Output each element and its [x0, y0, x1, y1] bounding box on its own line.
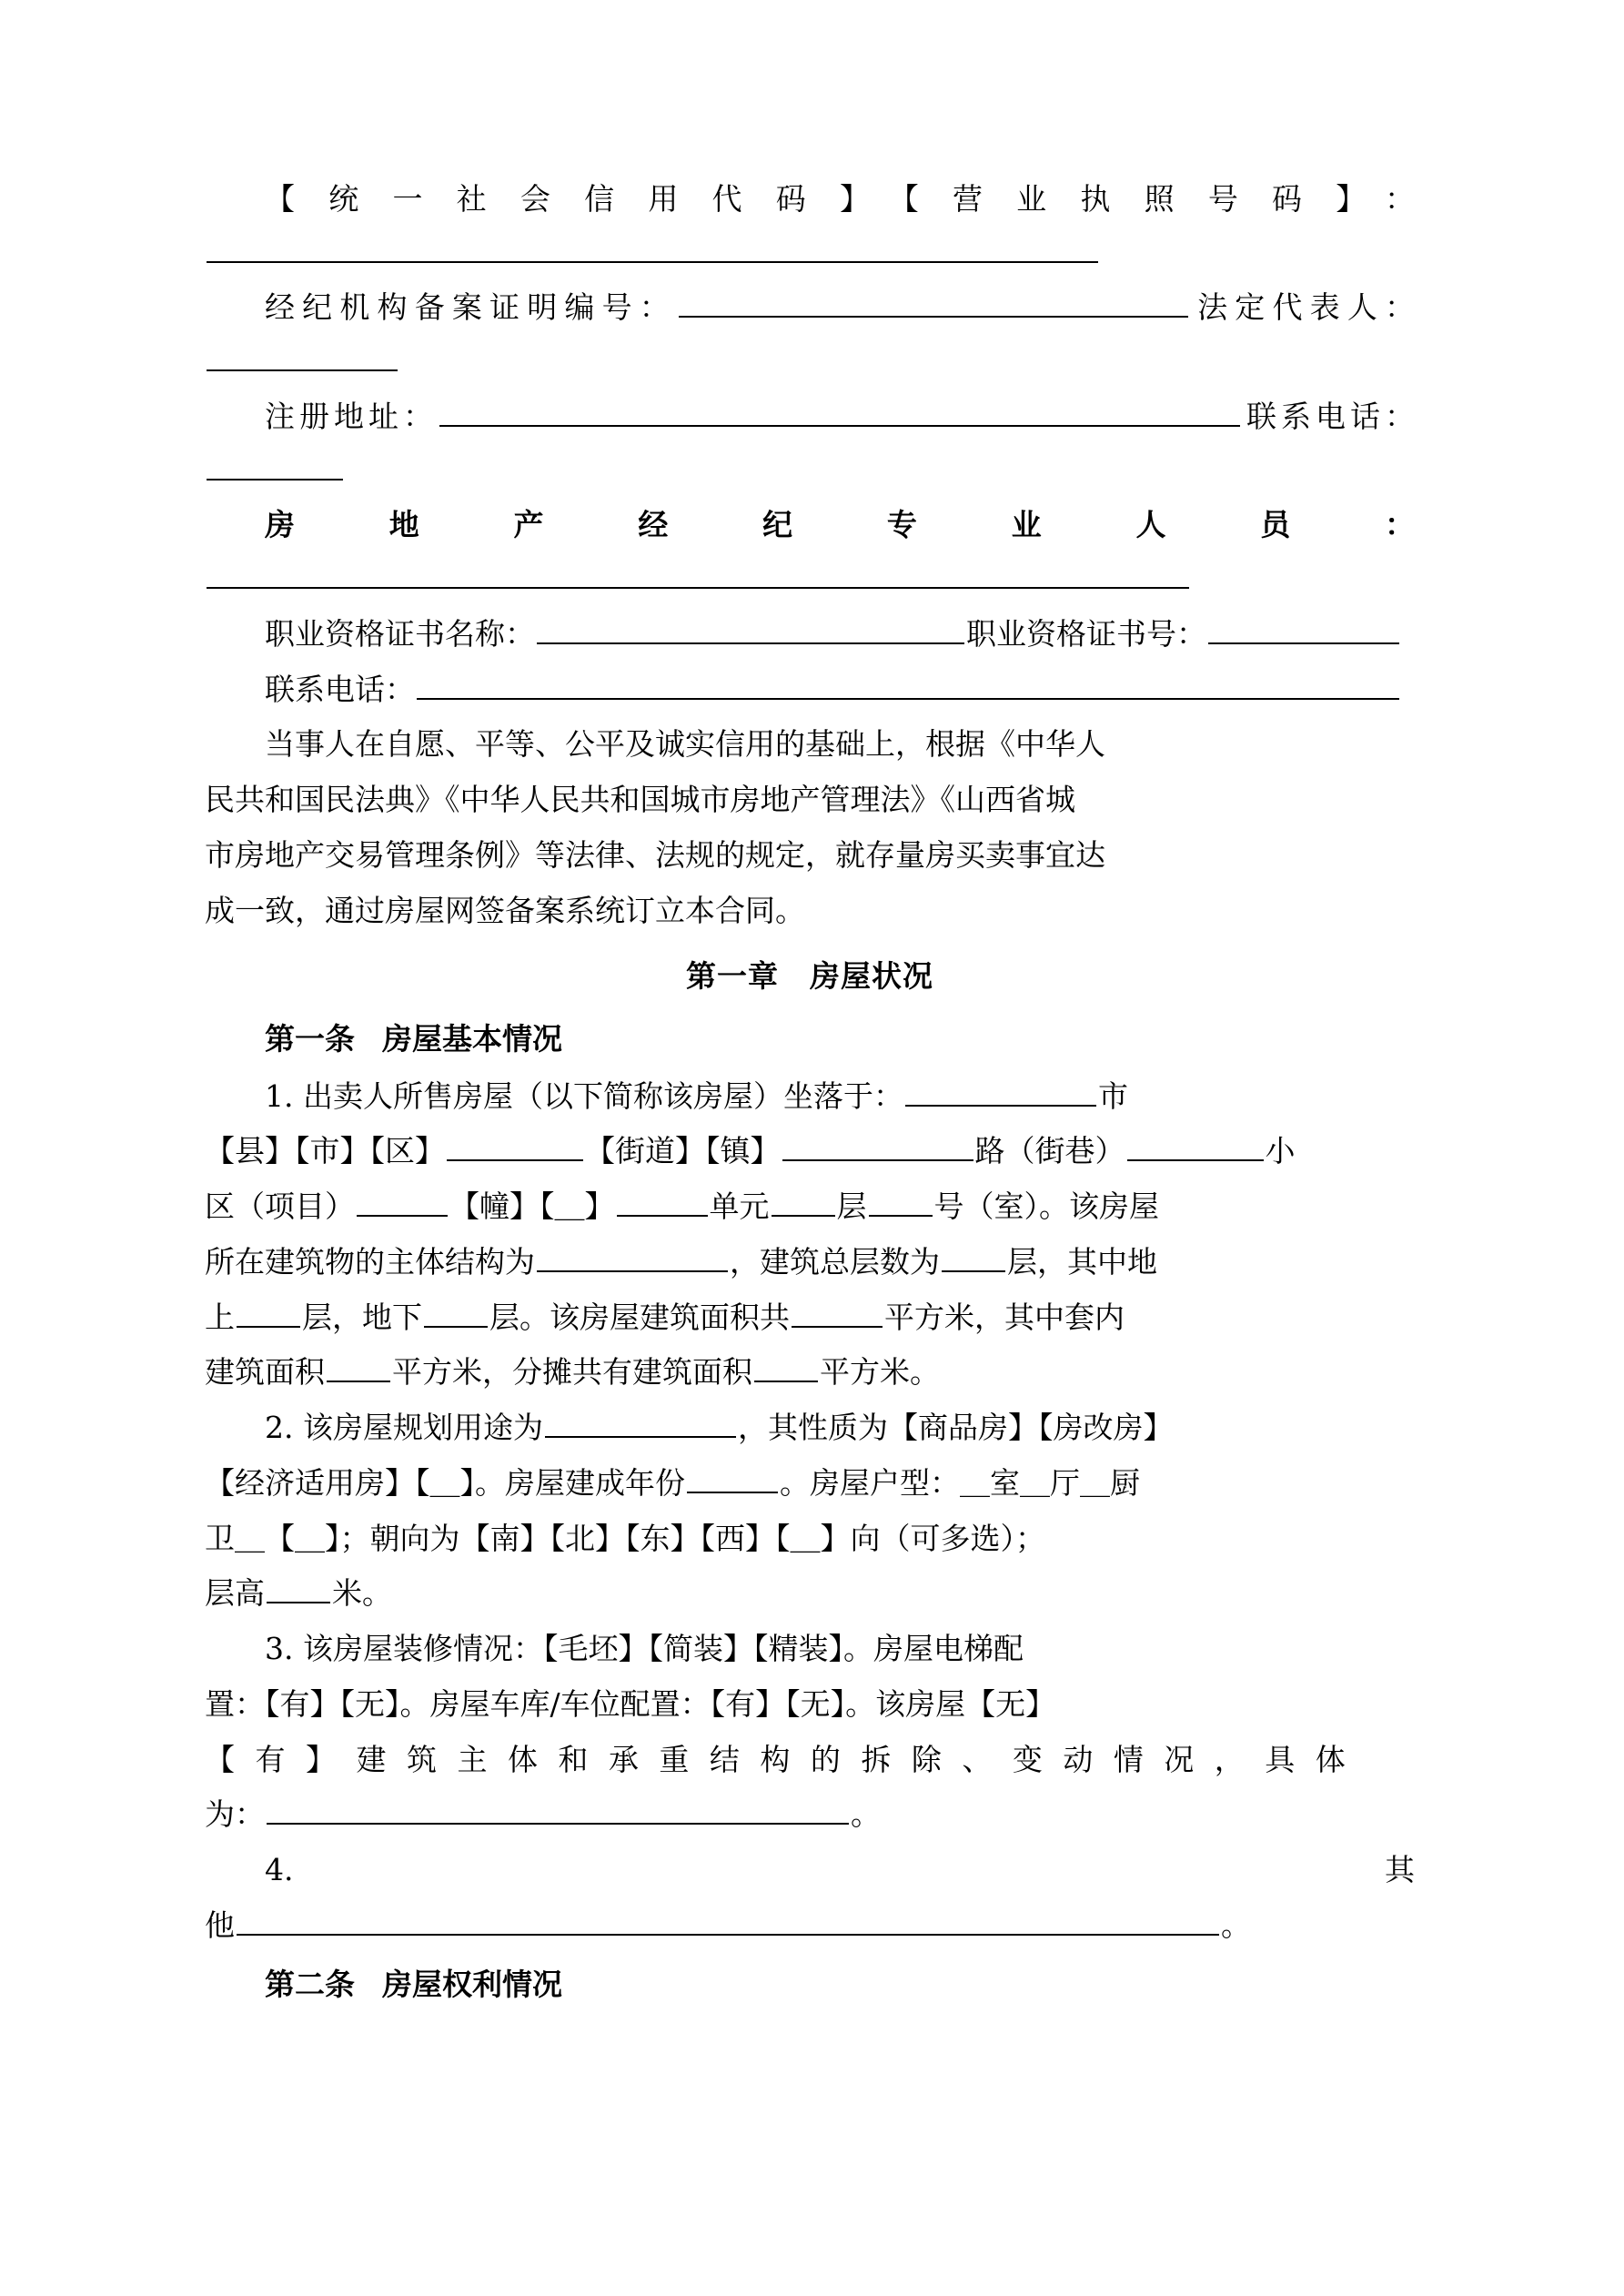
article-1-item-4-line-2: [205, 1899, 1415, 1953]
chapter-1-heading: [205, 950, 1415, 1004]
item-3-seg-4: 为：: [205, 1796, 265, 1833]
item-1-unit-blank[interactable]: [772, 1184, 835, 1217]
broker-record-label: 经纪机构备案证明编号：: [265, 289, 677, 326]
article-1-item-1-line-2: [205, 1125, 1415, 1178]
registered-address-line: [205, 390, 1415, 497]
article-2-title: 房屋权利情况: [382, 1966, 562, 2002]
item-2-seg-7: 米。: [332, 1575, 392, 1612]
item-4-number: 4.: [265, 1852, 294, 1888]
chapter-1-title: 房屋状况: [810, 958, 933, 995]
contact-phone-blank-2[interactable]: [417, 667, 1399, 700]
qualification-number-blank[interactable]: [1208, 612, 1399, 644]
item-1-seg-21: 平方米。: [820, 1354, 940, 1391]
item-1-seg-15: 上: [205, 1299, 235, 1335]
item-2-seg-5: 卫＿【＿】；朝向为【南】【北】【东】【西】【＿】向（可多选）；: [205, 1520, 1045, 1556]
item-1-seg-10: 层: [836, 1188, 867, 1225]
item-4-other-blank[interactable]: [237, 1903, 1219, 1936]
broker-professional-label: 房地产经纪专业人员：: [265, 507, 1415, 543]
item-1-seg-5: 路（街巷）: [974, 1133, 1125, 1169]
registered-address-label: 注册地址：: [265, 398, 438, 434]
preamble-text-4: 成一致，通过房屋网签备案系统订立本合同。: [205, 892, 805, 928]
item-3-seg-2: 置：【有】【无】。房屋车库/车位配置：【有】【无】。该房屋【无】: [205, 1685, 1056, 1722]
article-2-heading: [205, 1958, 1415, 2012]
article-2-number: 第二条: [265, 1966, 355, 2002]
item-4-seg-1: 其: [1385, 1852, 1415, 1888]
item-1-building-blank[interactable]: [617, 1184, 708, 1217]
item-1-seg-11: 号（室）。该房屋: [933, 1188, 1159, 1225]
item-1-seg-12: 所在建筑物的主体结构为: [205, 1243, 535, 1279]
contact-phone-line: [205, 663, 1415, 717]
item-2-seg-6: 层高: [205, 1575, 265, 1612]
item-1-seg-7: 区（项目）: [205, 1188, 355, 1225]
contact-phone-label-1: 联系电话：: [1242, 398, 1415, 434]
item-3-seg-1: 该房屋装修情况：【毛坯】【简装】【精装】。房屋电梯配: [303, 1631, 1024, 1667]
item-2-number: 2.: [265, 1410, 294, 1446]
qualification-number-label: 职业资格证书号：: [966, 615, 1206, 652]
credit-code-label: 【统一社会信用代码】【营业执照号码】：: [265, 181, 1415, 217]
registered-address-blank[interactable]: [439, 394, 1240, 427]
item-1-seg-3: 【县】【市】【区】: [205, 1133, 445, 1169]
article-1-item-3-line-4: [205, 1788, 1415, 1842]
item-2-height-blank[interactable]: [267, 1571, 330, 1603]
item-3-seg-5: 。: [851, 1796, 881, 1833]
item-4-seg-3: 。: [1221, 1907, 1251, 1943]
item-1-shared-area-blank[interactable]: [754, 1350, 818, 1382]
credit-code-blank[interactable]: [207, 230, 1098, 263]
item-1-structure-blank[interactable]: [537, 1239, 728, 1272]
broker-record-blank[interactable]: [679, 285, 1188, 318]
article-1-item-4-line-1: [205, 1844, 1415, 1897]
qualification-name-line: [205, 608, 1415, 662]
article-1-item-3-line-2: [205, 1678, 1415, 1732]
preamble-text-1: 当事人在自愿、平等、公平及诚实信用的基础上，根据《中华人: [265, 726, 1105, 763]
item-1-inner-area-blank[interactable]: [327, 1350, 390, 1382]
item-1-road-blank[interactable]: [1127, 1128, 1264, 1161]
item-2-usage-blank[interactable]: [545, 1405, 736, 1438]
item-2-seg-4: 。房屋户型：＿室＿厅＿厨: [780, 1464, 1140, 1501]
item-1-community-blank[interactable]: [357, 1184, 448, 1217]
item-1-seg-20: 平方米，分摊共有建筑面积: [392, 1354, 752, 1391]
item-2-seg-3: 【经济适用房】【＿】。房屋建成年份: [205, 1464, 685, 1501]
preamble-line-1: [205, 718, 1415, 772]
contact-phone-label-2: 联系电话：: [265, 671, 415, 707]
article-1-item-1-line-1: [205, 1070, 1415, 1124]
item-3-detail-blank[interactable]: [267, 1792, 849, 1825]
item-2-seg-1: 该房屋规划用途为: [303, 1410, 543, 1446]
item-1-street-blank[interactable]: [782, 1128, 973, 1161]
article-1-item-1-line-3: [205, 1180, 1415, 1234]
item-3-seg-3: 【 有 】 建 筑 主 体 和 承 重 结 构 的 拆 除 、 变 动 情 况 ， 具 体: [205, 1741, 1351, 1777]
preamble-line-2: [205, 774, 1415, 827]
legal-rep-blank[interactable]: [207, 339, 398, 371]
item-1-district-blank[interactable]: [447, 1128, 583, 1161]
item-3-number: 3.: [265, 1631, 294, 1667]
article-1-item-2-line-2: [205, 1457, 1415, 1511]
item-1-number: 1.: [265, 1077, 294, 1114]
article-1-item-1-line-6: [205, 1346, 1415, 1400]
preamble-text-3: 市房地产交易管理条例》等法律、法规的规定，就存量房买卖事宜达: [205, 836, 1105, 873]
item-1-seg-14: 层，其中地: [1007, 1243, 1157, 1279]
qualification-name-blank[interactable]: [537, 612, 964, 644]
article-1-item-2-line-3: [205, 1512, 1415, 1566]
item-1-seg-16: 层，地下: [302, 1299, 422, 1335]
article-1-heading: [205, 1013, 1415, 1067]
broker-record-line: [205, 281, 1415, 388]
preamble-line-3: [205, 829, 1415, 883]
item-2-seg-2: ，其性质为【商品房】【房改房】: [738, 1410, 1174, 1446]
item-1-above-floors-blank[interactable]: [237, 1295, 300, 1328]
article-1-number: 第一条: [265, 1021, 355, 1057]
article-1-title: 房屋基本情况: [382, 1021, 562, 1057]
legal-rep-label: 法定代表人：: [1189, 289, 1416, 326]
item-1-seg-13: ，建筑总层数为: [730, 1243, 940, 1279]
item-1-floor-blank[interactable]: [869, 1184, 933, 1217]
article-1-item-1-line-5: [205, 1291, 1415, 1345]
item-1-seg-1: 出卖人所售房屋（以下简称该房屋）坐落于：: [303, 1077, 903, 1114]
document-body: [205, 173, 1415, 2011]
article-1-item-2-line-1: [205, 1401, 1415, 1455]
item-1-area-blank[interactable]: [792, 1295, 883, 1328]
item-1-seg-9: 单元: [709, 1188, 770, 1225]
item-1-city-blank[interactable]: [905, 1074, 1096, 1107]
chapter-1-number: 第一章: [686, 958, 779, 995]
contact-phone-blank-1[interactable]: [207, 448, 343, 480]
qualification-name-label: 职业资格证书名称：: [265, 615, 535, 652]
item-1-seg-6: 小: [1265, 1133, 1296, 1169]
item-1-seg-8: 【幢】【＿】: [449, 1188, 615, 1225]
item-1-seg-4: 【街道】【镇】: [585, 1133, 781, 1169]
article-1-item-2-line-4: [205, 1567, 1415, 1621]
preamble-text-2: 民共和国民法典》《中华人民共和国城市房地产管理法》《山西省城: [205, 782, 1075, 818]
credit-code-line: [205, 173, 1415, 279]
item-1-seg-2: 市: [1098, 1077, 1128, 1114]
article-1-item-3-line-1: [205, 1623, 1415, 1676]
article-1-item-3-line-3: [205, 1734, 1415, 1787]
item-1-seg-19: 建筑面积: [205, 1354, 325, 1391]
article-1-item-1-line-4: [205, 1236, 1415, 1290]
item-1-below-floors-blank[interactable]: [424, 1295, 488, 1328]
broker-professional-blank[interactable]: [207, 556, 1189, 589]
item-2-year-blank[interactable]: [687, 1461, 778, 1493]
item-1-seg-18: 平方米，其中套内: [884, 1299, 1125, 1335]
item-1-total-floors-blank[interactable]: [942, 1239, 1005, 1272]
preamble-line-4: [205, 885, 1415, 938]
broker-professional-line: [205, 499, 1415, 605]
item-1-seg-17: 层。该房屋建筑面积共: [489, 1299, 790, 1335]
item-4-seg-2: 他: [205, 1907, 235, 1943]
